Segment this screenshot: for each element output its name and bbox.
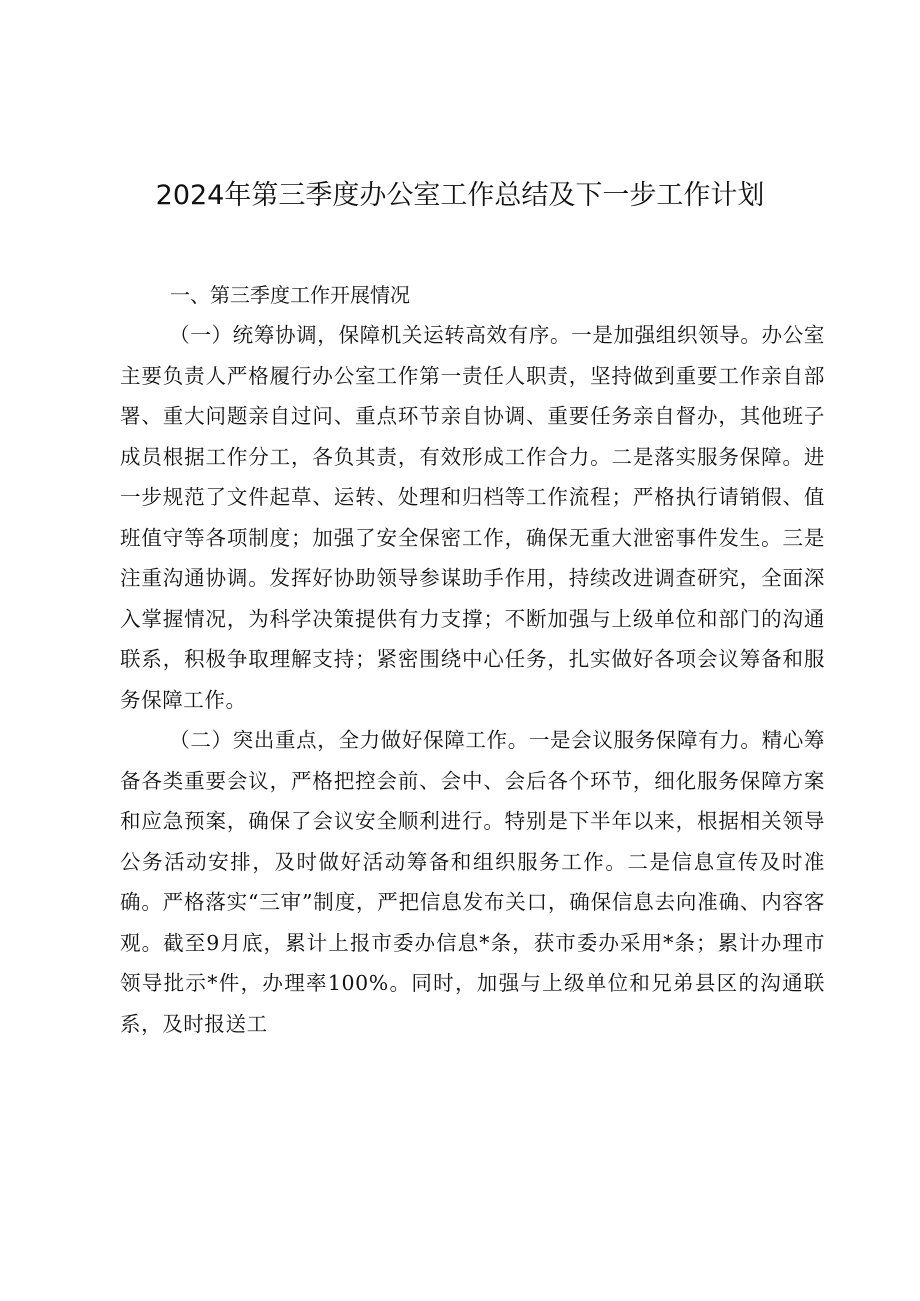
document-title: 2024年第三季度办公室工作总结及下一步工作计划 (155, 180, 765, 211)
paragraph-2: （二）突出重点，全力做好保障工作。一是会议服务保障有力。精心筹备各类重要会议，严格把控会前、会中、会后各个环节，细化服务保障方案和应急预案，确保了会议安全顺利进行。特别是下半年以来，根据相关领导公务活动安排，及时做好活动筹备和组织服务工作。二是信息宣传及时准确。严格落实“三审”制度，严把信息发布关口，确保信息去向准确、内容客观。截至9月底，累计上报市委办信息*条，获市委办采用*条；累计办理市领导批示*件，办理率100%。同时，加强与上级单位和兄弟县区的沟通联系，及时报送工 (120, 728, 825, 1036)
paragraph-1: （一）统筹协调，保障机关运转高效有序。一是加强组织领导。办公室主要负责人严格履行办公室工作第一责任人职责，坚持做到重要工作亲自部署、重大问题亲自过问、重点环节亲自协调、重要任务亲自督办，其他班子成员根据工作分工，各负其责，有效形成工作合力。二是落实服务保障。进一步规范了文件起草、运转、处理和归档等工作流程；严格执行请销假、值班值守等各项制度；加强了安全保密工作，确保无重大泄密事件发生。三是注重沟通协调。发挥好协助领导参谋助手作用，持续改进调查研究，全面深入掌握情况，为科学决策提供有力支撑；不断加强与上级单位和部门的沟通联系，积极争取理解支持；紧密围绕中心任务，扎实做好各项会议筹备和服务保障工作。 (120, 323, 825, 712)
document-body (120, 275, 825, 1044)
section-heading: 一、第三季度工作开展情况 (170, 283, 410, 307)
